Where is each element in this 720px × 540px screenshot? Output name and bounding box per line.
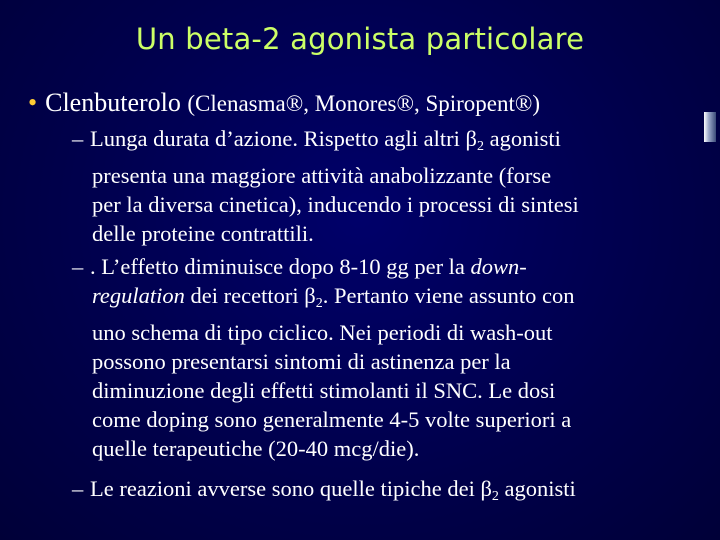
sub-bullet-duration bbox=[72, 124, 708, 248]
text-line: Le reazioni avverse sono quelle tipiche dei $\beta_2$ agonisti bbox=[90, 476, 576, 504]
text-line: diminuzione degli effetti stimolanti il SNC. Le dosi bbox=[92, 378, 556, 403]
text-line: Lunga durata d’azione. Rispetto agli altri $\beta_2$ agonisti bbox=[90, 126, 561, 154]
text-line: delle proteine contrattili. bbox=[92, 221, 314, 246]
dash-marker: – bbox=[72, 254, 84, 279]
dash-marker: – bbox=[72, 126, 84, 151]
dash-marker: – bbox=[72, 476, 84, 501]
sub-bullet-downregulation bbox=[72, 252, 708, 463]
main-bullet bbox=[28, 88, 708, 118]
text-line: uno schema di tipo ciclico. Nei periodi di wash-out bbox=[92, 320, 553, 345]
text-line: presenta una maggiore attività anabolizzante (forse bbox=[92, 163, 552, 188]
text-line: quelle terapeutiche (20-40 mcg/die). bbox=[92, 436, 420, 461]
text-line: possono presentarsi sintomi di astinenza per la bbox=[92, 349, 511, 374]
brand-names: (Clenasma®, Monores®, Spiropent®) bbox=[187, 91, 541, 116]
slide-title: Un beta-2 agonista particolare bbox=[135, 22, 585, 56]
text-line: come doping sono generalmente 4-5 volte superiori a bbox=[92, 407, 572, 432]
bullet-dot-icon: • bbox=[28, 88, 38, 117]
sub-bullet-adverse bbox=[72, 474, 708, 511]
text-line: . L’effetto diminuisce dopo 8-10 gg per la down- bbox=[90, 254, 527, 279]
text-line: per la diversa cinetica), inducendo i processi di sintesi bbox=[92, 192, 579, 217]
text-line: regulation dei recettori $\beta_2$. Pertanto viene assunto con bbox=[92, 283, 575, 311]
drug-name: Clenbuterolo bbox=[45, 88, 181, 117]
